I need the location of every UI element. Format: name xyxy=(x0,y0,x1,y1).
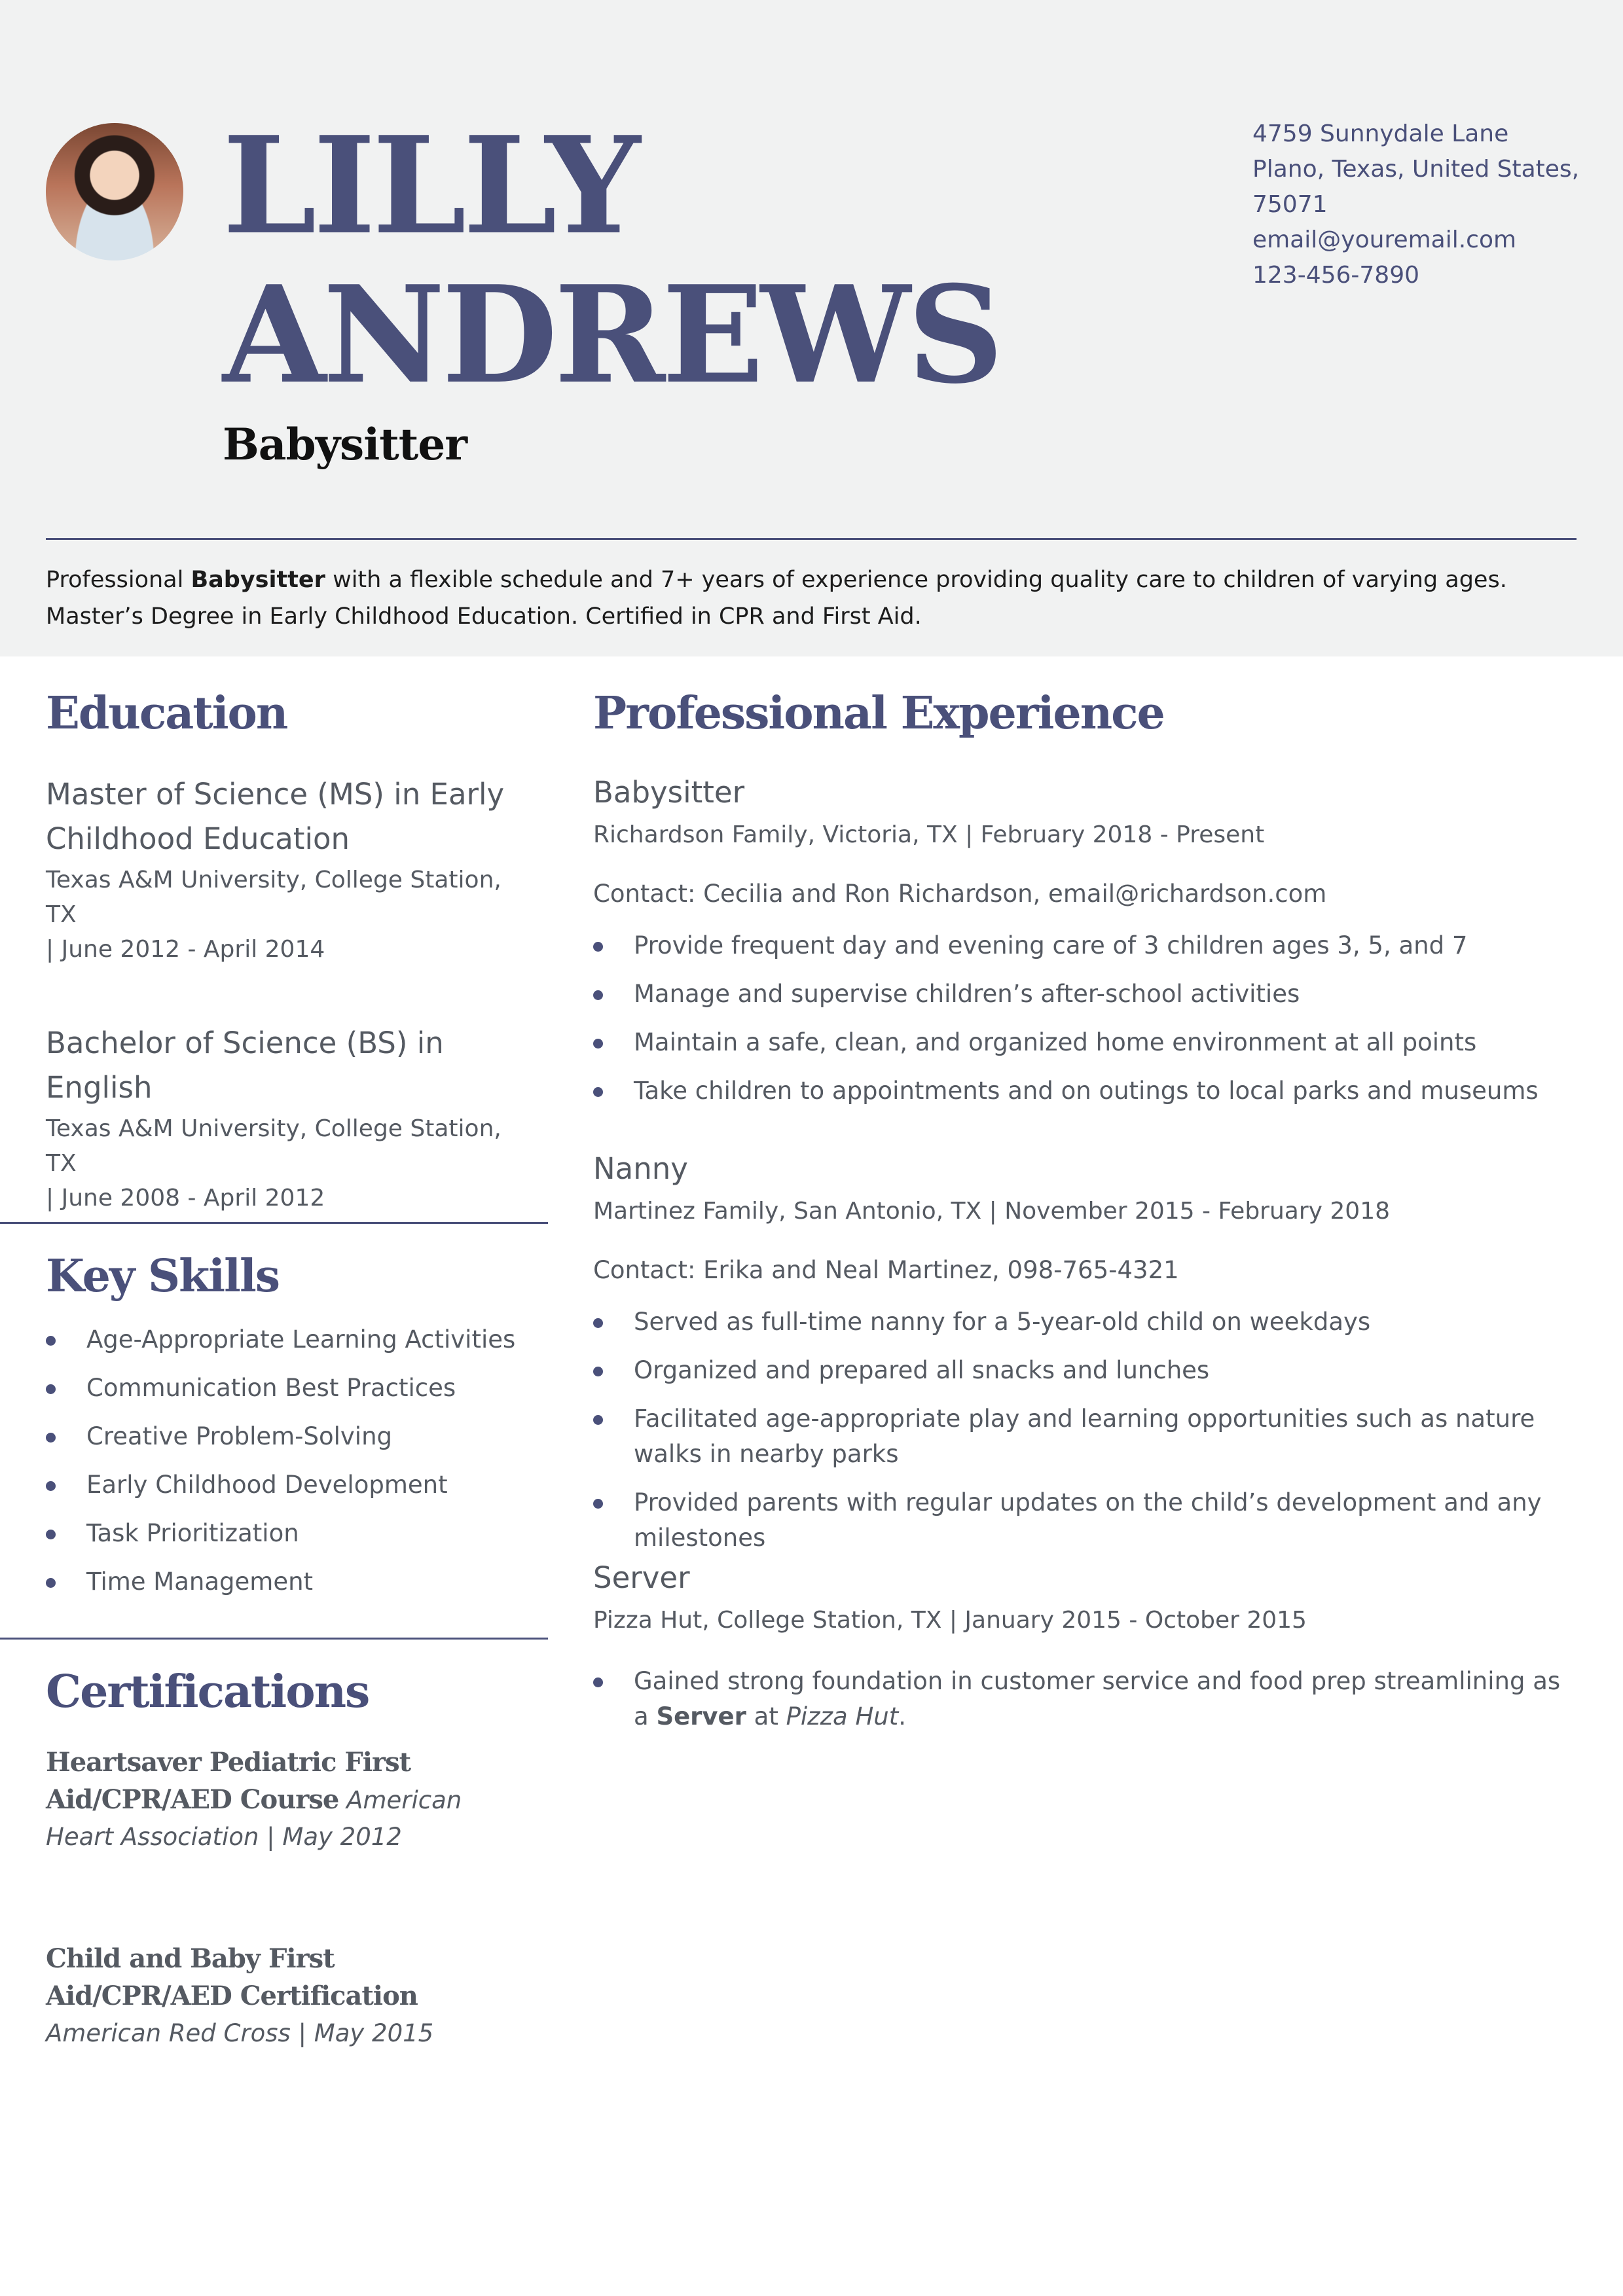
address-zip: 75071 xyxy=(1252,191,1328,218)
bullet-dot-icon xyxy=(593,1039,603,1049)
contact-block xyxy=(1252,117,1580,293)
skill-text: Task Prioritization xyxy=(86,1519,299,1547)
job-entry xyxy=(593,772,1582,1122)
email-link[interactable]: email@youremail.com xyxy=(1252,226,1517,253)
list-item xyxy=(46,1371,515,1406)
list-item xyxy=(46,1322,515,1357)
job-employer: Richardson Family, Victoria, TX | February 2018 - Present xyxy=(593,821,1265,848)
bullet-bold: Server xyxy=(656,1702,746,1731)
certification-org: American Red Cross | May 2015 xyxy=(46,2019,434,2047)
school-info xyxy=(46,1111,517,1215)
skill-text: Creative Problem-Solving xyxy=(86,1422,393,1450)
skill-text: Age-Appropriate Learning Activities xyxy=(86,1325,516,1354)
bullet-text: at xyxy=(746,1702,786,1731)
profile-photo xyxy=(46,123,183,260)
address-city: Plano, Texas, United States, xyxy=(1252,156,1580,183)
bullet-text: Provided parents with regular updates on the child’s development and any milestones xyxy=(634,1488,1542,1552)
name-last: ANDREWS xyxy=(223,257,1001,414)
list-item xyxy=(46,1467,515,1503)
school-dates: | June 2012 - April 2014 xyxy=(46,936,325,963)
bullet-text: Take children to appointments and on outings to local parks and museums xyxy=(634,1077,1539,1105)
bullet-text: Gained strong foundation in customer service and food prep streamlining as a xyxy=(634,1667,1561,1731)
education-heading: Education xyxy=(46,687,287,740)
job-contact: Contact: Erika and Neal Martinez, 098-765-4321 xyxy=(593,1256,1179,1284)
header-divider xyxy=(46,538,1577,540)
list-item xyxy=(593,1401,1582,1472)
bullet-text: Provide frequent day and evening care of 3 children ages 3, 5, and 7 xyxy=(634,931,1468,960)
list-item xyxy=(46,1516,515,1551)
bullet-text: Facilitated age-appropriate play and learning opportunities such as nature walks in nearby parks xyxy=(634,1405,1535,1468)
bullet-text: Organized and prepared all snacks and lunches xyxy=(634,1356,1210,1384)
bullet-dot-icon xyxy=(593,1087,603,1097)
education-item xyxy=(46,1021,517,1215)
list-item xyxy=(593,977,1582,1012)
bullet-dot-icon xyxy=(593,942,603,952)
certifications-heading: Certifications xyxy=(46,1666,369,1718)
education-item xyxy=(46,772,517,967)
certification-name: Heartsaver Pediatric First Aid/CPR/AED Course xyxy=(46,1747,411,1815)
summary-text xyxy=(46,562,1578,635)
school-dates: | June 2008 - April 2012 xyxy=(46,1185,325,1211)
job-bullets xyxy=(593,1664,1582,1734)
bullet-dot-icon xyxy=(46,1481,56,1491)
school-name: Texas A&M University, College Station, TX xyxy=(46,1115,501,1177)
school-name: Texas A&M University, College Station, TX xyxy=(46,867,501,928)
certification-org: American Heart Association | May 2012 xyxy=(46,1786,462,1851)
bullet-text: . xyxy=(898,1702,907,1731)
degree-title: Master of Science (MS) in Early Childhood Education xyxy=(46,777,505,856)
bullet-dot-icon xyxy=(593,1677,603,1687)
job-role: Babysitter xyxy=(593,775,745,810)
skill-text: Early Childhood Development xyxy=(86,1471,448,1499)
skills-list xyxy=(46,1322,515,1613)
list-item xyxy=(593,1025,1582,1060)
certification-item xyxy=(46,1744,517,1856)
list-item xyxy=(593,1353,1582,1388)
bullet-dot-icon xyxy=(46,1433,56,1443)
bullet-dot-icon xyxy=(593,1499,603,1509)
list-item xyxy=(593,928,1582,963)
certification-name: Child and Baby First Aid/CPR/AED Certification xyxy=(46,1943,418,2011)
job-title: Babysitter xyxy=(223,419,467,470)
job-employer: Pizza Hut, College Station, TX | January 2015 - October 2015 xyxy=(593,1607,1307,1634)
list-item xyxy=(593,1485,1582,1556)
list-item xyxy=(593,1664,1582,1734)
candidate-name xyxy=(223,107,1001,414)
list-item xyxy=(593,1073,1582,1109)
list-item xyxy=(593,1304,1582,1340)
job-entry xyxy=(593,1149,1582,1569)
job-bullets xyxy=(593,928,1582,1109)
bullet-dot-icon xyxy=(593,990,603,1000)
summary-rest: with a flexible schedule and 7+ years of experience providing quality care to children of varying ages. Master’s Degree in Early Childhood Education. Certified in CPR and First Aid. xyxy=(46,567,1507,630)
section-divider xyxy=(0,1638,548,1640)
address-line: 4759 Sunnydale Lane xyxy=(1252,120,1509,147)
name-first: LILLY xyxy=(223,107,638,264)
job-contact: Contact: Cecilia and Ron Richardson, email@richardson.com xyxy=(593,880,1327,908)
experience-heading: Professional Experience xyxy=(593,687,1164,740)
job-role: Nanny xyxy=(593,1151,688,1186)
skill-text: Communication Best Practices xyxy=(86,1374,456,1402)
job-role: Server xyxy=(593,1560,690,1595)
bullet-text: Manage and supervise children’s after-school activities xyxy=(634,980,1300,1008)
school-info xyxy=(46,863,517,967)
certification-item xyxy=(46,1941,517,2052)
bullet-dot-icon xyxy=(46,1578,56,1588)
degree-title: Bachelor of Science (BS) in English xyxy=(46,1026,444,1105)
job-employer: Martinez Family, San Antonio, TX | November 2015 - February 2018 xyxy=(593,1198,1391,1225)
bullet-text: Maintain a safe, clean, and organized home environment at all points xyxy=(634,1028,1477,1056)
bullet-dot-icon xyxy=(593,1367,603,1376)
bullet-dot-icon xyxy=(46,1384,56,1394)
skill-text: Time Management xyxy=(86,1568,314,1596)
skills-heading: Key Skills xyxy=(46,1250,280,1302)
bullet-italic: Pizza Hut xyxy=(786,1702,899,1731)
bullet-dot-icon xyxy=(46,1530,56,1539)
summary-prefix: Professional xyxy=(46,567,191,593)
bullet-text: Served as full-time nanny for a 5-year-old child on weekdays xyxy=(634,1308,1371,1336)
job-bullets xyxy=(593,1304,1582,1556)
list-item xyxy=(46,1564,515,1600)
bullet-dot-icon xyxy=(593,1415,603,1425)
bullet-dot-icon xyxy=(46,1336,56,1346)
phone-number: 123-456-7890 xyxy=(1252,262,1420,289)
bullet-dot-icon xyxy=(593,1318,603,1328)
summary-bold: Babysitter xyxy=(191,567,325,593)
section-divider xyxy=(0,1222,548,1224)
list-item xyxy=(46,1419,515,1454)
job-entry xyxy=(593,1558,1582,1748)
